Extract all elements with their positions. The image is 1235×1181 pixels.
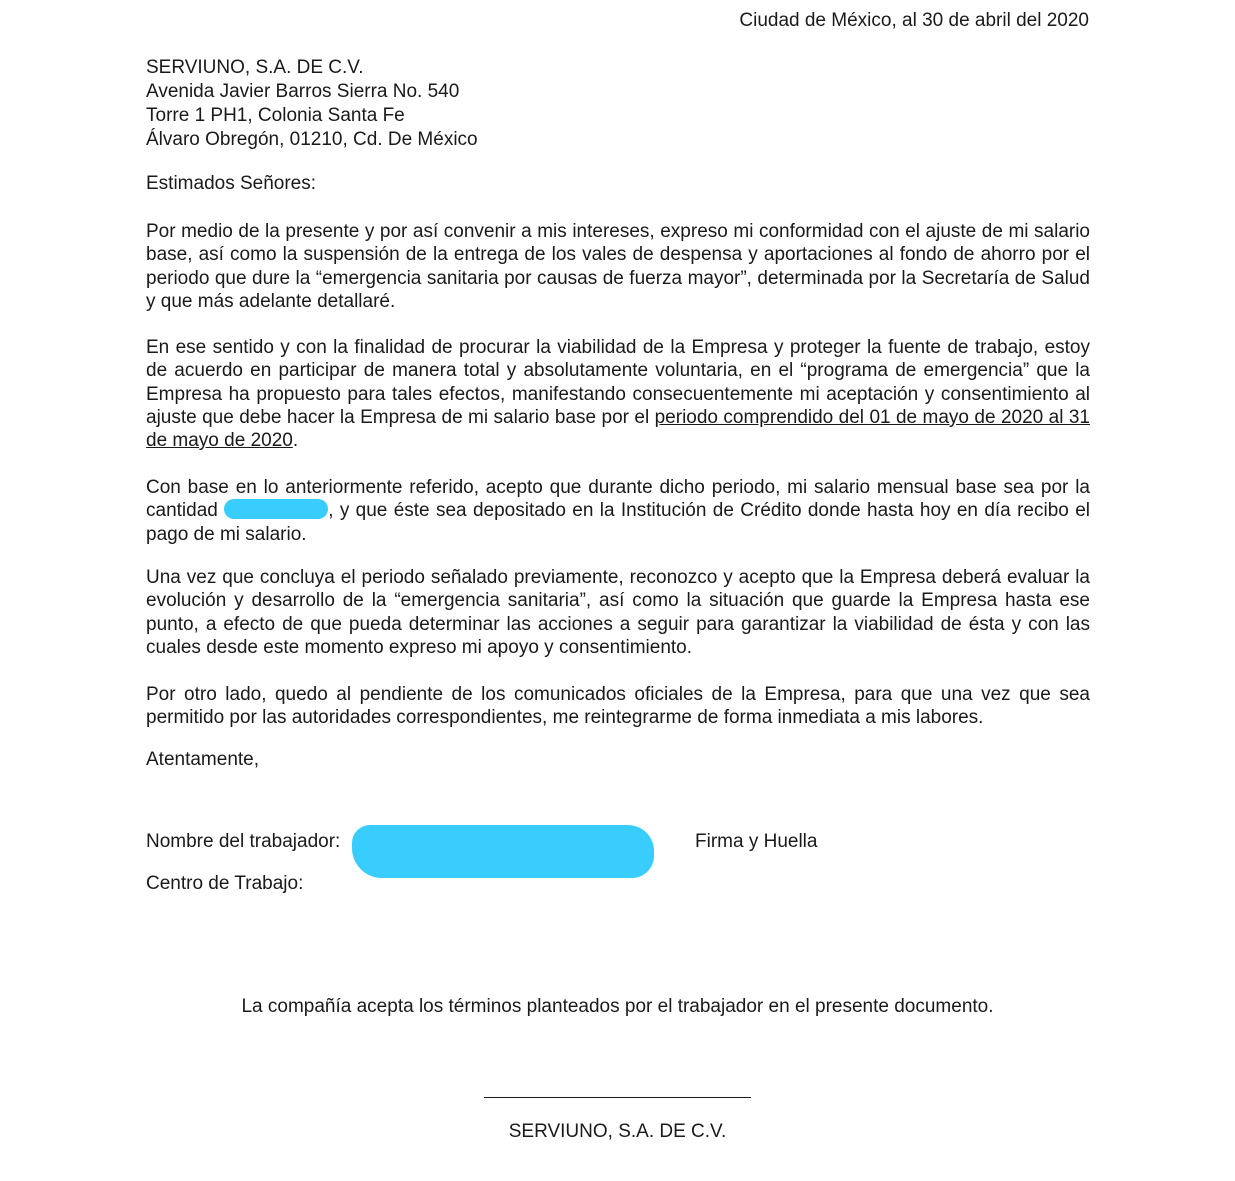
recipient-street: Avenida Javier Barros Sierra No. 540 [146, 81, 460, 102]
worker-name-label: Nombre del trabajador: [146, 831, 341, 852]
paragraph-3 [146, 476, 1090, 546]
paragraph-2-text: En ese sentido y con la finalidad de procurar la viabilidad de la Empresa y proteger la fuente de trabajo, estoy de acuerdo en participar de manera total y absolutamente voluntaria, en el “programa de emergencia” que la Empresa ha propuesto para tales efectos, manifestando consecuentemente mi aceptación y consentimiento al ajuste que debe hacer la Empresa de mi salario base por el [146, 337, 1090, 428]
paragraph-5: Por otro lado, quedo al pendiente de los comunicados oficiales de la Empresa, para que una vez que sea permitido por las autoridades correspondientes, me reintegrarme de forma inmediata a mis labores. [146, 684, 1090, 729]
paragraph-3-text-start: Con base en lo anteriormente referido, acepto que durante dicho periodo, mi salario mensual base sea por la cantidad [146, 477, 1090, 522]
redacted-worker-name [352, 825, 654, 878]
paragraph-2 [146, 336, 1090, 452]
greeting: Estimados Señores: [146, 173, 317, 194]
paragraph-2-underlined-period: periodo comprendido del 01 de mayo de 2020 al 31 de mayo de 2020 [146, 406, 1090, 452]
workplace-label: Centro de Trabajo: [146, 873, 304, 894]
recipient-city: Álvaro Obregón, 01210, Cd. De México [146, 129, 478, 150]
recipient-company: SERVIUNO, S.A. DE C.V. [146, 57, 364, 78]
letter-date: Ciudad de México, al 30 de abril del 2020 [739, 10, 1089, 31]
paragraph-1: Por medio de la presente y por así convenir a mis intereses, expreso mi conformidad con el ajuste de mi salario base, así como la suspensión de la entrega de los vales de despensa y aportaciones al fondo de ahorro por el periodo que dure la “emergencia sanitaria por causas de fuerza mayor”, determinada por la Secretaría de Salud y que más adelante detallaré. [146, 221, 1090, 312]
company-signature-name: SERVIUNO, S.A. DE C.V. [508, 1121, 727, 1142]
signature-label: Firma y Huella [695, 831, 818, 852]
paragraph-4: Una vez que concluya el periodo señalado previamente, reconozco y acepto que la Empresa deberá evaluar la evolución y desarrollo de la “emergencia sanitaria”, así como la situación que guarde la Empresa hasta ese punto, a efecto de que pueda determinar las acciones a seguir para garantizar la viabilidad de ésta y con las cuales desde este momento expreso mi apoyo y consentimiento. [146, 567, 1090, 658]
recipient-address [146, 56, 478, 152]
paragraph-2-end: . [292, 430, 299, 452]
redacted-amount [224, 499, 328, 519]
company-acceptance: La compañía acepta los términos planteados por el trabajador en el presente documento. [241, 996, 994, 1017]
paragraph-3-text-end: , y que éste sea depositado en la Institución de Crédito donde hasta hoy en día recibo el pago de mi salario. [146, 500, 1090, 545]
recipient-building: Torre 1 PH1, Colonia Santa Fe [146, 105, 405, 126]
company-signature-line [484, 1097, 751, 1098]
closing: Atentamente, [146, 749, 260, 770]
